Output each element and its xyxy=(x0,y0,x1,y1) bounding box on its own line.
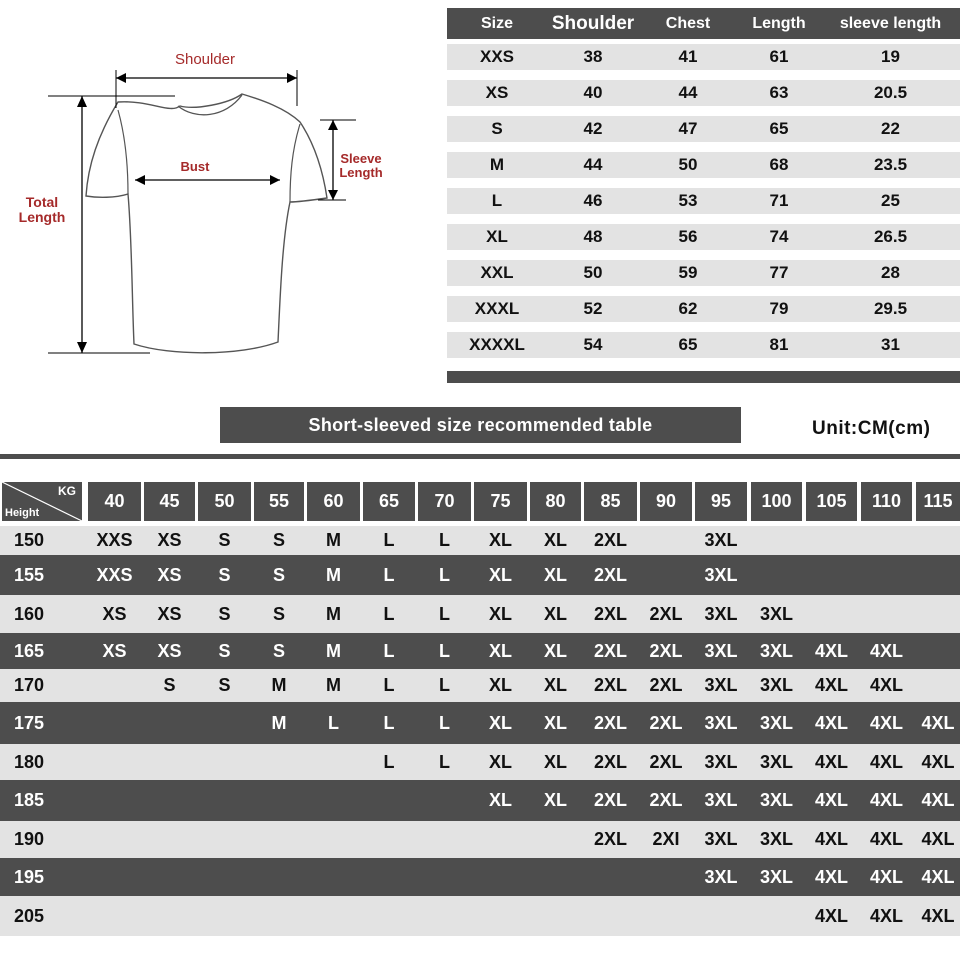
size-recommend-cell: M xyxy=(326,604,341,624)
size-recommend-cell: XL xyxy=(543,752,567,772)
size-recommend-cell: XS xyxy=(157,565,182,585)
kg-header-cell: 85 xyxy=(584,482,637,521)
size-value-cell: 61 xyxy=(769,47,789,66)
size-header-cell: Size xyxy=(480,14,513,32)
size-recommend-cell: 4XL xyxy=(869,906,903,926)
size-table-row xyxy=(447,111,960,147)
size-row-band xyxy=(447,116,960,142)
size-recommend-cell: L xyxy=(439,604,450,624)
size-recommend-cell: S xyxy=(163,675,176,695)
size-recommend-cell: 4XL xyxy=(921,906,955,926)
size-recommend-cell: XL xyxy=(488,713,512,733)
size-name-cell: L xyxy=(491,191,503,210)
grid-header-row xyxy=(0,478,960,526)
size-recommend-cell: S xyxy=(272,565,285,585)
recommend-table-title: Short-sleeved size recommended table xyxy=(220,407,741,443)
kg-header-cell: 95 xyxy=(695,482,747,521)
size-recommend-cell: 2XL xyxy=(593,641,627,661)
size-value-cell: 56 xyxy=(678,227,698,246)
size-table-row xyxy=(447,255,960,291)
size-row-band xyxy=(447,260,960,286)
size-recommend-cell: 3XL xyxy=(704,530,738,550)
size-recommend-cell: S xyxy=(218,530,231,550)
size-recommend-cell: 3XL xyxy=(704,565,738,585)
size-value-cell: 44 xyxy=(678,83,698,102)
size-recommend-cell: S xyxy=(218,641,231,661)
size-row-band xyxy=(447,44,960,70)
size-recommend-cell: 4XL xyxy=(814,906,848,926)
size-recommend-cell: 3XL xyxy=(759,675,793,695)
size-recommend-cell: L xyxy=(328,713,339,733)
kg-header-cell: 65 xyxy=(363,482,415,521)
kg-header-cell: 90 xyxy=(640,482,692,521)
size-name-cell: M xyxy=(489,155,505,174)
size-recommend-cell: S xyxy=(272,530,285,550)
size-table-row xyxy=(447,219,960,255)
size-recommend-cell: M xyxy=(271,675,287,695)
size-row-band xyxy=(447,152,960,178)
size-recommend-cell: M xyxy=(271,713,287,733)
kg-header-cell: 75 xyxy=(474,482,527,521)
grid-row xyxy=(0,702,960,744)
size-value-cell: 48 xyxy=(583,227,603,246)
size-recommend-cell: 2XL xyxy=(593,752,627,772)
size-recommend-cell: S xyxy=(218,675,231,695)
size-value-cell: 19 xyxy=(881,47,900,66)
size-recommend-cell: XL xyxy=(488,675,512,695)
size-measurement-table xyxy=(447,8,960,383)
size-recommend-cell: L xyxy=(383,641,395,661)
size-recommend-cell: L xyxy=(439,752,450,772)
size-value-cell: 25 xyxy=(881,191,900,210)
size-value-cell: 46 xyxy=(583,191,603,210)
size-recommend-cell: 4XL xyxy=(921,713,955,733)
kg-header-cell: 115 xyxy=(916,482,960,521)
size-recommend-cell: 2XL xyxy=(649,790,683,810)
size-recommend-cell: 4XL xyxy=(814,675,848,695)
kg-header-cell: 70 xyxy=(418,482,471,521)
size-row-band xyxy=(447,296,960,322)
size-recommend-cell: XL xyxy=(543,604,567,624)
size-recommend-cell: 3XL xyxy=(704,713,738,733)
grid-row xyxy=(0,526,960,555)
bust-label: Bust xyxy=(180,159,210,174)
size-recommend-cell: 4XL xyxy=(921,829,955,849)
size-recommend-cell: 3XL xyxy=(704,752,738,772)
size-value-cell: 63 xyxy=(769,83,789,102)
grid-row xyxy=(0,595,960,633)
size-recommend-cell: 4XL xyxy=(921,790,955,810)
size-value-cell: 65 xyxy=(678,335,698,354)
kg-header-cell: 55 xyxy=(254,482,304,521)
size-value-cell: 74 xyxy=(769,227,789,246)
corner-height-label: Height xyxy=(5,507,40,519)
size-table-row xyxy=(447,39,960,75)
kg-header-cell: 50 xyxy=(198,482,251,521)
height-cell: 175 xyxy=(14,713,45,733)
size-recommend-cell: XS xyxy=(102,641,127,661)
size-recommend-cell: 3XL xyxy=(704,675,738,695)
size-recommend-cell: 4XL xyxy=(869,641,903,661)
size-recommend-cell: 4XL xyxy=(814,641,848,661)
size-recommend-cell: XL xyxy=(543,565,567,585)
size-recommend-cell: 3XL xyxy=(759,604,793,624)
size-recommend-cell: 2XL xyxy=(649,675,683,695)
size-row-band xyxy=(447,188,960,214)
unit-label: Unit:CM(cm) xyxy=(812,418,931,439)
size-recommend-cell: 2XI xyxy=(652,829,680,849)
grid-row xyxy=(0,555,960,595)
size-recommend-cell: 4XL xyxy=(814,829,848,849)
size-table-footer-bar xyxy=(447,371,960,383)
size-recommend-cell: S xyxy=(218,604,231,624)
size-recommend-cell: XL xyxy=(543,675,567,695)
size-value-cell: 44 xyxy=(583,155,603,174)
size-recommend-cell: XL xyxy=(488,641,512,661)
size-recommend-cell: 2XL xyxy=(649,752,683,772)
size-value-cell: 42 xyxy=(583,119,603,138)
size-recommend-cell: 3XL xyxy=(704,790,738,810)
size-recommend-cell: 4XL xyxy=(921,867,955,887)
size-value-cell: 77 xyxy=(769,263,789,282)
size-value-cell: 62 xyxy=(678,299,698,318)
size-recommend-cell: L xyxy=(383,713,395,733)
size-recommend-cell: 2XL xyxy=(593,604,627,624)
height-cell: 165 xyxy=(14,641,45,661)
size-recommend-cell: 4XL xyxy=(814,867,848,887)
length-header-cell: Length xyxy=(752,14,806,32)
size-recommend-cell: 4XL xyxy=(869,675,903,695)
size-value-cell: 23.5 xyxy=(873,155,908,174)
size-recommend-cell: L xyxy=(383,675,395,695)
size-recommend-cell: S xyxy=(218,565,231,585)
size-recommend-cell: M xyxy=(326,565,341,585)
shoulder-header-cell: Shoulder xyxy=(551,12,635,34)
size-recommend-cell: XS xyxy=(157,530,182,550)
size-value-cell: 26.5 xyxy=(873,227,908,246)
size-value-cell: 47 xyxy=(678,119,698,138)
height-cell: 155 xyxy=(14,565,45,585)
grid-corner-cell xyxy=(2,482,82,521)
sleeve-length-header-cell: sleeve length xyxy=(839,14,942,32)
kg-header-cell: 100 xyxy=(751,482,802,521)
kg-header-cell: 45 xyxy=(144,482,195,521)
grid-row xyxy=(0,669,960,702)
size-table-row xyxy=(447,291,960,327)
size-recommend-cell: 4XL xyxy=(814,752,848,772)
size-recommend-cell: L xyxy=(439,675,450,695)
tshirt-measurement-diagram xyxy=(0,40,400,370)
size-recommend-cell: 4XL xyxy=(869,829,903,849)
shoulder-label: Shoulder xyxy=(174,51,236,68)
size-recommend-cell: 4XL xyxy=(869,867,903,887)
size-value-cell: 81 xyxy=(769,335,789,354)
height-cell: 190 xyxy=(14,829,45,849)
height-cell: 170 xyxy=(14,675,45,695)
size-value-cell: 68 xyxy=(769,155,789,174)
grid-row xyxy=(0,744,960,780)
size-recommend-cell: 3XL xyxy=(704,641,738,661)
size-recommend-cell: XXS xyxy=(96,565,133,585)
grid-body xyxy=(0,526,960,936)
size-name-cell: XXXL xyxy=(474,299,520,318)
corner-kg-label: KG xyxy=(58,484,76,498)
kg-header-cell: 60 xyxy=(307,482,360,521)
size-recommend-cell: 4XL xyxy=(869,752,903,772)
size-recommend-cell: 3XL xyxy=(704,604,738,624)
size-recommend-cell: 3XL xyxy=(759,752,793,772)
size-recommend-cell: 2XL xyxy=(593,829,627,849)
size-table-body xyxy=(447,39,960,363)
size-value-cell: 22 xyxy=(881,119,900,138)
size-value-cell: 53 xyxy=(678,191,698,210)
size-table-row xyxy=(447,147,960,183)
kg-header-cell: 80 xyxy=(530,482,581,521)
size-recommend-cell: XL xyxy=(488,790,512,810)
size-value-cell: 38 xyxy=(583,47,603,66)
grid-row xyxy=(0,821,960,858)
size-recommend-grid xyxy=(0,478,960,936)
size-recommend-cell: 2XL xyxy=(593,675,627,695)
size-recommend-cell: 4XL xyxy=(869,790,903,810)
size-row-band xyxy=(447,80,960,106)
sleeve-length-label: Sleeve Length xyxy=(339,151,383,180)
size-value-cell: 59 xyxy=(678,263,698,282)
size-recommend-cell: XL xyxy=(488,565,512,585)
size-value-cell: 31 xyxy=(881,335,900,354)
size-recommend-cell: 2XL xyxy=(593,713,627,733)
size-recommend-cell: XL xyxy=(543,790,567,810)
size-recommend-cell: XL xyxy=(543,713,567,733)
grid-row xyxy=(0,858,960,896)
size-value-cell: 28 xyxy=(881,263,900,282)
size-recommend-cell: L xyxy=(439,641,450,661)
size-recommend-cell: L xyxy=(439,565,450,585)
size-value-cell: 20.5 xyxy=(873,83,908,102)
size-recommend-cell: 3XL xyxy=(759,867,793,887)
size-recommend-cell: M xyxy=(326,675,341,695)
size-recommend-cell: 3XL xyxy=(759,641,793,661)
size-recommend-cell: XS xyxy=(157,641,182,661)
size-value-cell: 79 xyxy=(769,299,789,318)
height-cell: 195 xyxy=(14,867,45,887)
size-recommend-cell: S xyxy=(272,641,285,661)
section-divider xyxy=(0,454,960,459)
size-name-cell: XS xyxy=(485,83,509,102)
size-recommend-cell: XS xyxy=(157,604,182,624)
size-recommend-cell: S xyxy=(272,604,285,624)
height-cell: 185 xyxy=(14,790,45,810)
kg-header-cell: 105 xyxy=(806,482,857,521)
size-recommend-cell: XXS xyxy=(96,530,133,550)
size-recommend-cell: 4XL xyxy=(814,790,848,810)
height-cell: 205 xyxy=(14,906,45,926)
size-row-band xyxy=(447,224,960,250)
size-recommend-cell: L xyxy=(383,752,395,772)
size-recommend-cell: XL xyxy=(488,604,512,624)
size-recommend-cell: 2XL xyxy=(593,790,627,810)
size-table-row xyxy=(447,183,960,219)
size-name-cell: XL xyxy=(486,227,508,246)
size-recommend-cell: 3XL xyxy=(704,867,738,887)
size-name-cell: XXXXL xyxy=(469,335,525,354)
size-value-cell: 29.5 xyxy=(873,299,908,318)
grid-row xyxy=(0,633,960,669)
size-table-header xyxy=(447,8,960,39)
size-recommend-cell: 4XL xyxy=(869,713,903,733)
size-value-cell: 50 xyxy=(583,263,603,282)
kg-header-cell: 40 xyxy=(88,482,141,521)
size-table-row xyxy=(447,327,960,363)
size-value-cell: 50 xyxy=(678,155,698,174)
size-recommend-cell: 2XL xyxy=(649,604,683,624)
total-length-label: Total Length xyxy=(18,194,66,225)
size-recommend-cell: 4XL xyxy=(921,752,955,772)
size-name-cell: XXL xyxy=(480,263,514,282)
kg-header-cell: 110 xyxy=(861,482,912,521)
size-recommend-cell: 3XL xyxy=(759,713,793,733)
size-recommend-cell: L xyxy=(439,530,450,550)
size-recommend-cell: 2XL xyxy=(649,641,683,661)
size-recommend-cell: L xyxy=(439,713,450,733)
size-recommend-cell: 2XL xyxy=(593,530,627,550)
size-name-cell: S xyxy=(491,119,503,138)
size-recommend-cell: L xyxy=(383,604,395,624)
size-value-cell: 41 xyxy=(678,47,698,66)
size-recommend-cell: XL xyxy=(488,530,512,550)
size-recommend-cell: XL xyxy=(543,641,567,661)
size-value-cell: 40 xyxy=(583,83,603,102)
height-cell: 160 xyxy=(14,604,45,624)
size-recommend-cell: M xyxy=(326,641,341,661)
size-recommend-cell: 2XL xyxy=(649,713,683,733)
chest-header-cell: Chest xyxy=(665,14,711,32)
size-recommend-cell: 3XL xyxy=(759,790,793,810)
size-value-cell: 71 xyxy=(769,191,789,210)
size-recommend-cell: XS xyxy=(102,604,127,624)
size-recommend-cell: L xyxy=(383,530,395,550)
size-name-cell: XXS xyxy=(479,47,515,66)
grid-row xyxy=(0,780,960,821)
size-table-row xyxy=(447,75,960,111)
size-recommend-cell: XL xyxy=(543,530,567,550)
size-recommend-cell: 3XL xyxy=(759,829,793,849)
grid-row xyxy=(0,896,960,936)
height-cell: 150 xyxy=(14,530,45,550)
size-recommend-cell: 2XL xyxy=(593,565,627,585)
size-value-cell: 65 xyxy=(769,119,789,138)
size-recommend-cell: M xyxy=(326,530,341,550)
size-recommend-cell: 3XL xyxy=(704,829,738,849)
size-recommend-cell: 4XL xyxy=(814,713,848,733)
size-recommend-cell: L xyxy=(383,565,395,585)
height-cell: 180 xyxy=(14,752,45,772)
size-recommend-cell: XL xyxy=(488,752,512,772)
size-row-band xyxy=(447,332,960,358)
size-value-cell: 54 xyxy=(583,335,603,354)
size-value-cell: 52 xyxy=(583,299,603,318)
